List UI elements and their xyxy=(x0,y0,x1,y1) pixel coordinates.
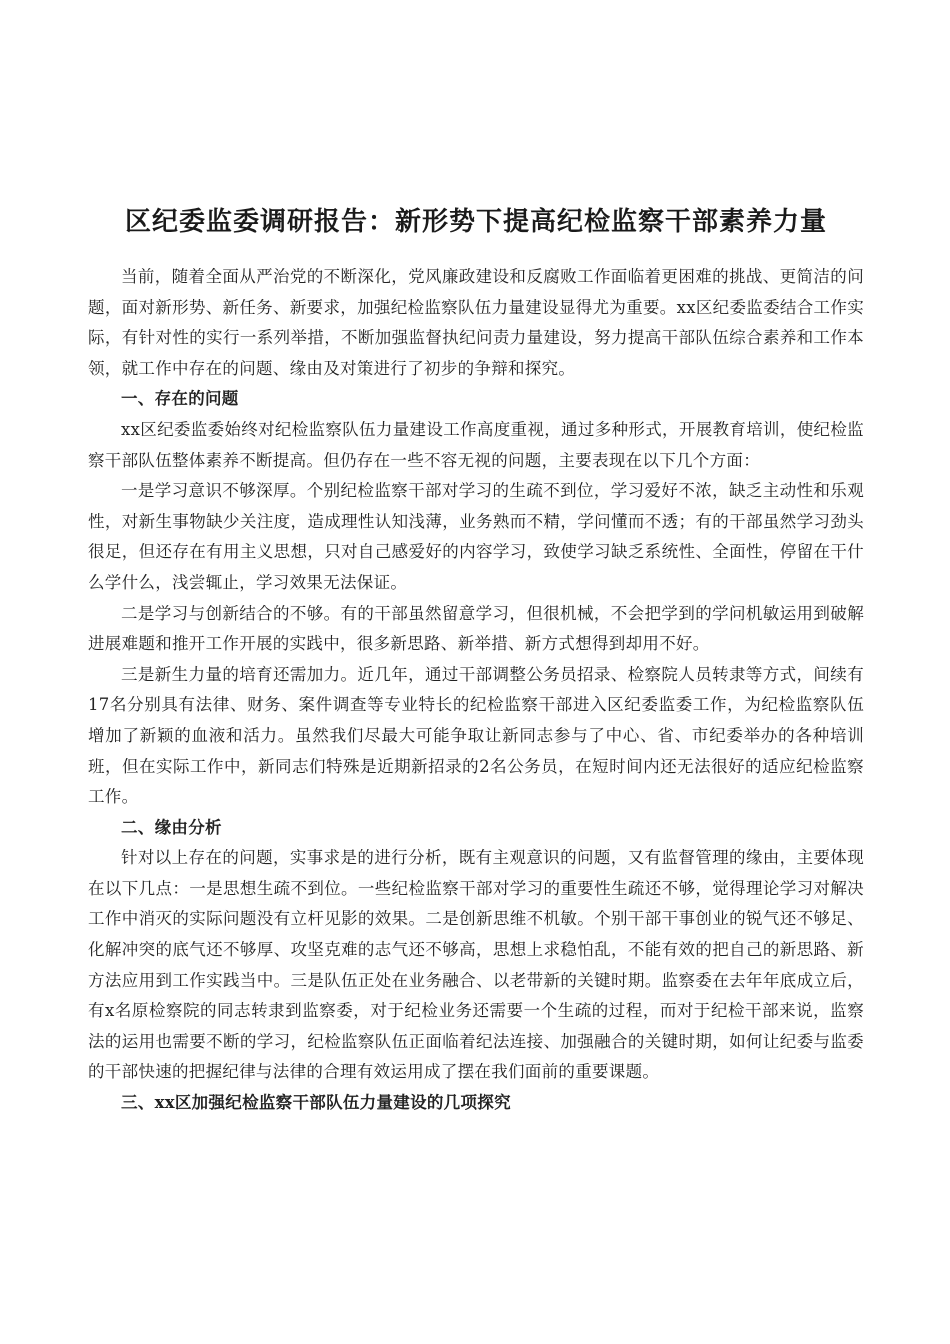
section-heading-problems: 一、存在的问题 xyxy=(121,389,239,409)
section-heading-causes: 二、缘由分析 xyxy=(121,817,222,837)
problem-two-paragraph: 二是学习与创新结合的不够。有的干部虽然留意学习，但很机械，不会把学到的学问机敏运用到破解进展难题和推开工作开展的实践中，很多新思路、新举措、新方式想得到却用不好。 xyxy=(88,603,864,654)
problem-one-paragraph: 一是学习意识不够深厚。个别纪检监察干部对学习的生疏不到位，学习爱好不浓，缺乏主动性和乐观性，对新生事物缺少关注度，造成理性认知浅薄，业务熟而不精，学问懂而不透；有的干部虽然学习劲头很足，但还存在有用主义思想，只对自己感爱好的内容学习，致使学习缺乏系统性、全面性，停留在干什么学什么，浅尝辄止，学习效果无法保证。 xyxy=(88,481,864,592)
section-heading-measures: 三、xx区加强纪检监察干部队伍力量建设的几项探究 xyxy=(121,1093,511,1113)
document-body xyxy=(88,200,864,1119)
causes-paragraph: 针对以上存在的问题，实事求是的进行分析，既有主观意识的问题，又有监督管理的缘由，主要体现在以下几点：一是思想生疏不到位。一些纪检监察干部对学习的重要性生疏还不够，觉得理论学习对解决工作中消灭的实际问题没有立杆见影的效果。二是创新思维不机敏。个别干部干事创业的锐气还不够足、化解冲突的底气还不够厚、攻坚克难的志气还不够高，思想上求稳怕乱，不能有效的把自己的新思路、新方法应用到工作实践当中。三是队伍正处在业务融合、以老带新的关键时期。监察委在去年年底成立后，有x名原检察院的同志转隶到监察委，对于纪检业务还需要一个生疏的过程，而对于纪检干部来说，监察法的运用也需要不断的学习，纪检监察队伍正面临着纪法连接、加强融合的关键时期，如何让纪委与监委的干部快速的把握纪律与法律的合理有效运用成了摆在我们面前的重要课题。 xyxy=(88,848,864,1082)
document-title: 区纪委监委调研报告：新形势下提高纪检监察干部素养力量 xyxy=(124,207,827,237)
intro-paragraph: 当前，随着全面从严治党的不断深化，党风廉政建设和反腐败工作面临着更困难的挑战、更简洁的问题，面对新形势、新任务、新要求，加强纪检监察队伍力量建设显得尤为重要。xx区纪委监委结合工作实际，有针对性的实行一系列举措，不断加强监督执纪问责力量建设，努力提高干部队伍综合素养和工作本领，就工作中存在的问题、缘由及对策进行了初步的争辩和探究。 xyxy=(88,267,864,378)
problems-overview-paragraph: xx区纪委监委始终对纪检监察队伍力量建设工作高度重视，通过多种形式，开展教育培训，使纪检监察干部队伍整体素养不断提高。但仍存在一些不容无视的问题，主要表现在以下几个方面： xyxy=(88,419,864,470)
problem-three-paragraph: 三是新生力量的培育还需加力。近几年，通过干部调整公务员招录、检察院人员转隶等方式，间续有17名分别具有法律、财务、案件调查等专业特长的纪检监察干部进入区纪委监委工作，为纪检监察队伍增加了新颖的血液和活力。虽然我们尽最大可能争取让新同志参与了中心、省、市纪委举办的各种培训班，但在实际工作中，新同志们特殊是近期新招录的2名公务员，在短时间内还无法很好的适应纪检监察工作。 xyxy=(88,664,864,807)
